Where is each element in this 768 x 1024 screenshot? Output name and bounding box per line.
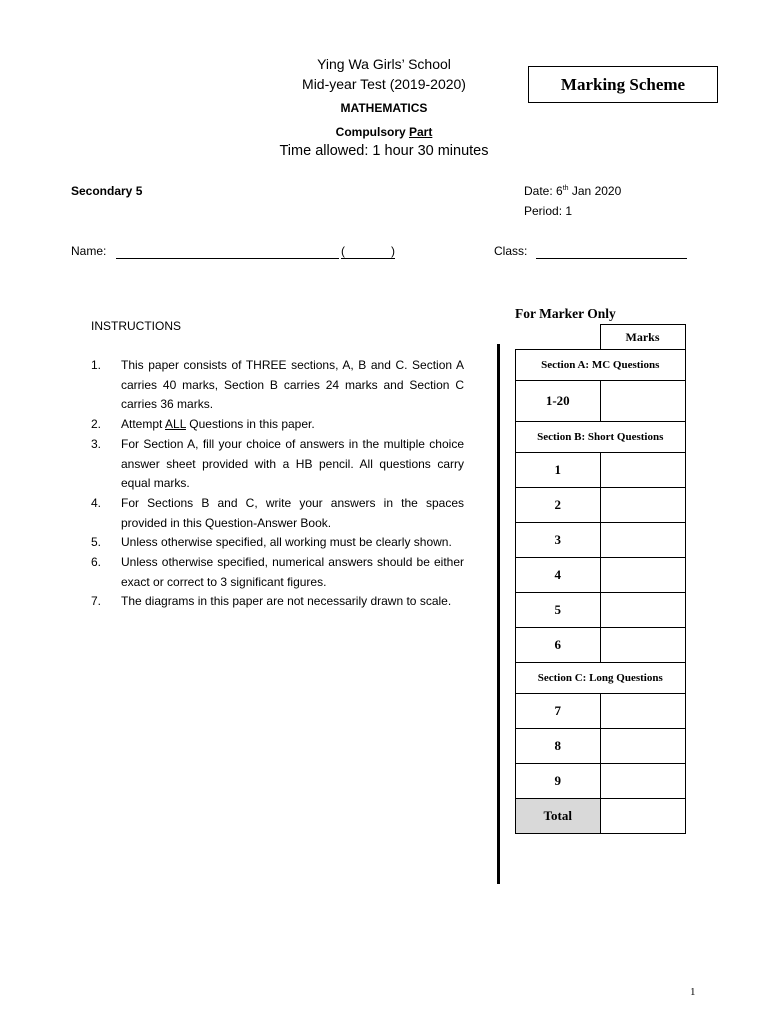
instruction-number: 1. (91, 358, 102, 372)
instruction-text: Unless otherwise specified, all working must be clearly shown. (121, 535, 452, 550)
section-a-header: Section A: MC Questions (516, 350, 686, 381)
section-c-header: Section C: Long Questions (516, 663, 686, 694)
marks-cell[interactable] (600, 381, 685, 422)
test-title: Mid-year Test (2019-2020) (302, 76, 466, 92)
class-label: Class: (494, 244, 528, 258)
instructions-list (91, 356, 464, 612)
instruction-item (91, 592, 464, 612)
instruction-text: This paper consists of THREE sections, A, B and C. Section A carries 40 marks, Section B carries 24 marks and Section C carries 36 marks. (121, 358, 464, 412)
school-name: Ying Wa Girls’ School (317, 56, 451, 72)
paper-part-text: Compulsory (335, 125, 409, 139)
exam-date-label: Date: 6 (524, 184, 563, 198)
marks-cell[interactable] (600, 523, 685, 558)
instruction-number: 3. (91, 436, 102, 451)
marks-cell[interactable] (600, 558, 685, 593)
instruction-text: For Sections B and C, write your answers in the spaces provided in this Question-Answer Book. (121, 495, 464, 530)
exam-date-suffix: th (562, 185, 569, 192)
instruction-number: 4. (91, 495, 102, 510)
paren-close: ) (391, 244, 395, 258)
page-number: 1 (690, 986, 696, 998)
instruction-number: 5. (91, 535, 102, 550)
question-label: 9 (516, 764, 601, 799)
instruction-item (91, 553, 464, 592)
question-label: 1-20 (516, 381, 601, 422)
class-number-field[interactable] (341, 244, 395, 259)
instruction-text-post: Questions in this paper. (185, 417, 315, 432)
question-label: 5 (516, 593, 601, 628)
paper-part (0, 125, 768, 139)
marks-cell[interactable] (600, 729, 685, 764)
instruction-text (121, 415, 464, 435)
question-label: 8 (516, 729, 601, 764)
paren-open: ( (341, 244, 345, 258)
instruction-number: 6. (91, 555, 102, 570)
instruction-text: The diagrams in this paper are not necessarily drawn to scale. (121, 594, 452, 609)
question-label: 6 (516, 628, 601, 663)
question-label: 3 (516, 523, 601, 558)
instruction-item (91, 435, 464, 494)
form-level: Secondary 5 (71, 184, 143, 198)
name-field-line[interactable] (116, 258, 339, 259)
instructions-title: INSTRUCTIONS (91, 319, 181, 333)
marks-cell[interactable] (600, 488, 685, 523)
marks-table (515, 324, 686, 834)
instruction-text-pre: Attempt (121, 417, 166, 432)
marks-cell[interactable] (600, 593, 685, 628)
vertical-divider (497, 344, 500, 884)
subject-title: MATHEMATICS (340, 101, 428, 115)
instruction-item (91, 415, 464, 435)
exam-period: Period: 1 (524, 204, 573, 218)
marks-cell[interactable] (600, 694, 685, 729)
paper-part-underlined: Part (409, 125, 433, 139)
question-label: 1 (516, 453, 601, 488)
marks-cell[interactable] (600, 628, 685, 663)
class-field-line[interactable] (536, 258, 687, 259)
marks-header-spacer (516, 325, 601, 350)
instruction-item (91, 533, 464, 553)
marks-header: Marks (600, 325, 685, 350)
instruction-text: For Section A, fill your choice of answers in the multiple choice answer sheet provided with a HB pencil. All questions carry equal marks. (121, 436, 464, 491)
exam-date-rest: Jan 2020 (568, 184, 622, 198)
time-allowed: Time allowed: 1 hour 30 minutes (279, 143, 489, 159)
marking-scheme-box: Marking Scheme (528, 66, 718, 103)
instruction-text-underlined: ALL (165, 417, 186, 432)
instruction-item (91, 356, 464, 415)
marker-title: For Marker Only (515, 306, 616, 321)
section-b-header: Section B: Short Questions (516, 422, 686, 453)
exam-date (524, 184, 621, 198)
question-label: 2 (516, 488, 601, 523)
total-marks-cell[interactable] (600, 799, 685, 834)
question-label: 4 (516, 558, 601, 593)
name-label: Name: (71, 244, 107, 258)
marks-cell[interactable] (600, 453, 685, 488)
total-label: Total (516, 799, 601, 834)
instruction-number: 7. (91, 594, 102, 609)
instruction-number: 2. (91, 417, 102, 432)
instruction-text: Unless otherwise specified, numerical answers should be either exact or correct to 3 significant figures. (121, 555, 464, 589)
question-label: 7 (516, 694, 601, 729)
marks-cell[interactable] (600, 764, 685, 799)
instruction-item (91, 494, 464, 533)
